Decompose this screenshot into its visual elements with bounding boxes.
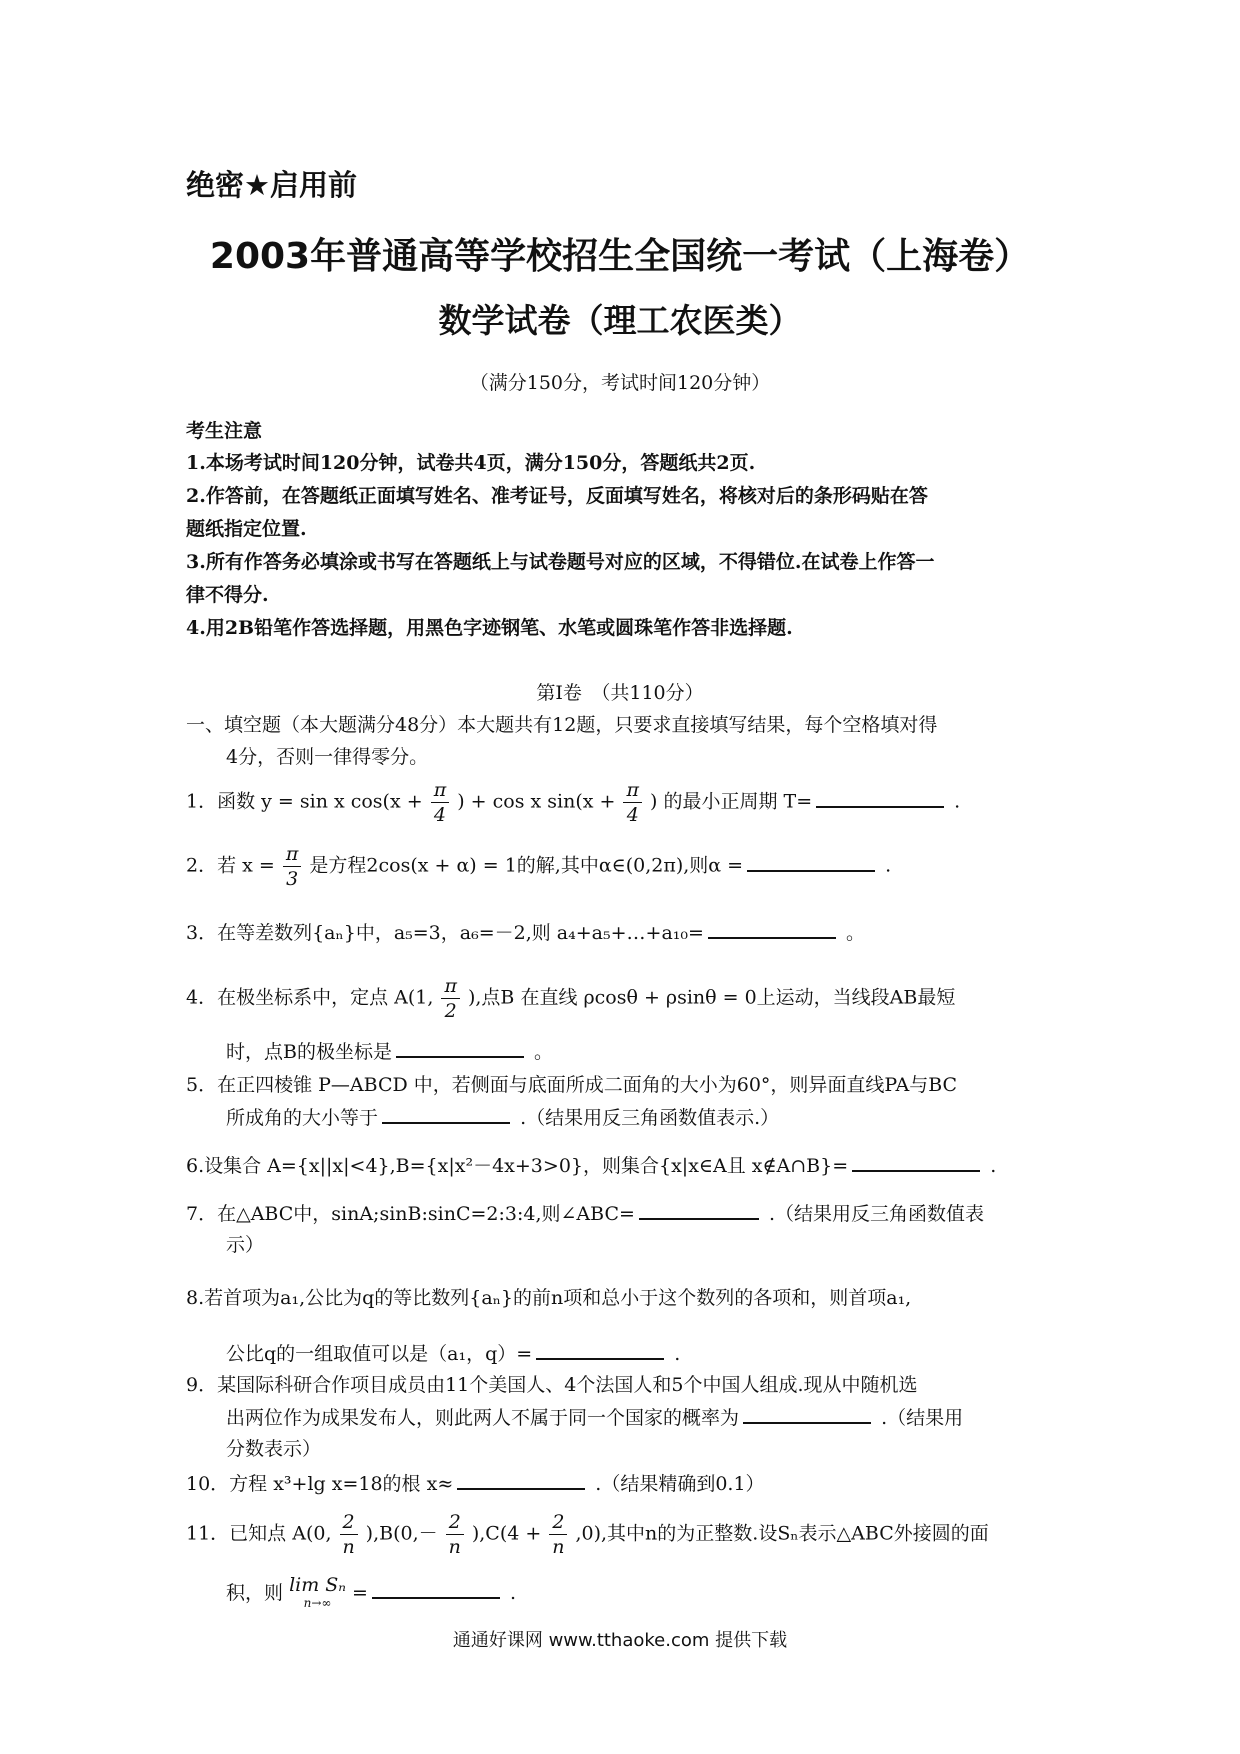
- q2-text: 2．若 x =: [186, 854, 275, 877]
- exam-title: 2003年普通高等学校招生全国统一考试（上海卷）: [209, 236, 1031, 277]
- question-3: [186, 917, 865, 945]
- fraction-2-over-n-b: [446, 1510, 464, 1559]
- question-5: 5．在正四棱锥 P—ABCD 中，若侧面与底面所成二面角的大小为60°，则异面直线PA与BC: [186, 1074, 958, 1096]
- q6-end: .: [990, 1155, 997, 1177]
- section-title: 第Ⅰ卷 （共110分）: [536, 682, 704, 704]
- limit-sub: n→∞: [303, 1596, 332, 1610]
- notice-item-2-cont: 题纸指定位置.: [186, 518, 307, 540]
- fraction-pi-over-4-b: [623, 778, 642, 827]
- exam-subtitle: 数学试卷（理工农医类）: [438, 301, 802, 340]
- answer-blank-8[interactable]: [536, 1338, 664, 1360]
- frac-den: n: [448, 1536, 461, 1558]
- fraction-pi-over-2: [441, 974, 460, 1023]
- answer-blank-9[interactable]: [743, 1402, 871, 1424]
- q1-text-suffix: ) 的最小正周期 T=: [650, 790, 813, 813]
- fraction-pi-over-3: [283, 842, 302, 891]
- q3-end: 。: [845, 922, 865, 944]
- question-4-cont: [226, 1036, 553, 1064]
- q4-text: 4．在极坐标系中，定点 A(1,: [186, 986, 434, 1009]
- q5-line2: 所成角的大小等于: [226, 1107, 379, 1129]
- frac-den: n: [342, 1536, 355, 1558]
- answer-blank-1[interactable]: [816, 786, 944, 808]
- part1-instructions-cont: 4分，否则一律得零分。: [226, 746, 429, 768]
- notice-item-3-cont: 律不得分.: [186, 584, 269, 606]
- notice-item-3: 3.所有作答务必填涂或书写在答题纸上与试卷题号对应的区域，不得错位.在试卷上作答一: [186, 551, 935, 573]
- question-5-cont: [226, 1102, 779, 1130]
- frac-num: 2: [340, 1510, 358, 1535]
- q11-text: 11．已知点 A(0,: [186, 1522, 332, 1545]
- question-9-cont: [226, 1402, 963, 1430]
- q6-text: 6.设集合 A={x||x|<4},B={x|x²－4x+3>0}，则集合{x|x∈A且 x∉A∩B}=: [186, 1155, 849, 1177]
- q3-text: 3．在等差数列{aₙ}中，a₅=3，a₆=－2,则 a₄+a₅+…+a₁₀=: [186, 922, 704, 944]
- q7-text: 7．在△ABC中，sinA;sinB:sinC=2:3:4,则∠ABC=: [186, 1203, 635, 1225]
- fraction-2-over-n-c: [549, 1510, 567, 1559]
- question-8-cont: [226, 1338, 680, 1366]
- exam-info: （满分150分，考试时间120分钟）: [469, 372, 771, 394]
- q2-text-suffix: 是方程2cos(x + α) = 1的解,其中α∈(0,2π),则α =: [309, 854, 744, 877]
- q11-b: ),B(0,－: [365, 1522, 438, 1545]
- question-1: [186, 778, 960, 827]
- notice-item-1: 1.本场考试时间120分钟，试卷共4页，满分150分，答题纸共2页.: [186, 452, 756, 474]
- question-4: [186, 974, 955, 1023]
- q7-end: .（结果用反三角函数值表: [768, 1203, 985, 1225]
- question-11: [186, 1510, 989, 1559]
- answer-blank-5[interactable]: [382, 1102, 510, 1124]
- answer-blank-3[interactable]: [708, 917, 836, 939]
- answer-blank-6[interactable]: [852, 1150, 980, 1172]
- q4-line2: 时，点B的极坐标是: [226, 1041, 392, 1063]
- fraction-pi-over-4: [431, 778, 450, 827]
- q1-text-mid: ) + cos x sin(x +: [457, 790, 616, 813]
- answer-blank-11[interactable]: [372, 1577, 500, 1599]
- q11-line2: 积，则: [226, 1582, 284, 1604]
- q10-text: 10．方程 x³+lg x=18的根 x≈: [186, 1473, 454, 1495]
- q11-c: ),C(4 +: [471, 1522, 542, 1545]
- frac-den: 2: [444, 1000, 457, 1022]
- q11-end: .: [510, 1582, 517, 1604]
- limit-main: lim Sₙ: [289, 1574, 346, 1596]
- q1-text: 1．函数 y = sin x cos(x +: [186, 790, 423, 813]
- answer-blank-4[interactable]: [396, 1036, 524, 1058]
- q10-end: .（结果精确到0.1）: [595, 1473, 765, 1495]
- question-7-cont: 示）: [226, 1234, 265, 1256]
- secret-label: 绝密★启用前: [186, 168, 357, 202]
- frac-den: 4: [626, 804, 639, 826]
- q5-end: .（结果用反三角函数值表示.）: [520, 1107, 780, 1129]
- question-6: [186, 1150, 996, 1178]
- notice-item-2: 2.作答前，在答题纸正面填写姓名、准考证号，反面填写姓名，将核对后的条形码贴在答: [186, 485, 928, 507]
- fraction-2-over-n-a: [340, 1510, 358, 1559]
- frac-den: 3: [286, 868, 299, 890]
- frac-den: n: [552, 1536, 565, 1558]
- limit-expression: [289, 1576, 346, 1612]
- q2-end: .: [885, 854, 892, 877]
- notice-item-4: 4.用2B铅笔作答选择题，用黑色字迹钢笔、水笔或圆珠笔作答非选择题.: [186, 617, 793, 639]
- question-10: [186, 1468, 765, 1496]
- frac-num: π: [441, 974, 460, 999]
- q8-line2: 公比q的一组取值可以是（a₁，q）=: [226, 1343, 533, 1365]
- q11-eq: =: [352, 1582, 368, 1604]
- frac-num: 2: [549, 1510, 567, 1535]
- part1-instructions: 一、填空题（本大题满分48分）本大题共有12题，只要求直接填写结果，每个空格填对得: [186, 714, 938, 736]
- notice-heading: 考生注意: [186, 420, 263, 442]
- answer-blank-7[interactable]: [639, 1198, 759, 1220]
- q8-end: .: [674, 1343, 681, 1365]
- question-9: 9．某国际科研合作项目成员由11个美国人、4个法国人和5个中国人组成.现从中随机选: [186, 1374, 918, 1396]
- question-2: [186, 842, 891, 891]
- frac-num: π: [623, 778, 642, 803]
- question-7: [186, 1198, 984, 1226]
- question-9-cont2: 分数表示）: [226, 1438, 322, 1460]
- q9-end: .（结果用: [881, 1407, 964, 1429]
- frac-num: π: [283, 842, 302, 867]
- q4-text-suffix: ),点B 在直线 ρcosθ + ρsinθ = 0上运动，当线段AB最短: [467, 986, 956, 1009]
- answer-blank-2[interactable]: [747, 850, 875, 872]
- frac-num: 2: [446, 1510, 464, 1535]
- q9-line2: 出两位作为成果发布人，则此两人不属于同一个国家的概率为: [226, 1407, 740, 1429]
- q1-end: .: [954, 790, 961, 813]
- question-11-cont: [226, 1576, 516, 1612]
- question-8: 8.若首项为a₁,公比为q的等比数列{aₙ}的前n项和总小于这个数列的各项和，则首项a₁,: [186, 1287, 912, 1309]
- q4-end: 。: [534, 1041, 554, 1063]
- frac-num: π: [431, 778, 450, 803]
- footer-source: 通通好课网 www.tthaoke.com 提供下载: [452, 1630, 788, 1651]
- q11-suffix: ,0),其中n的为正整数.设Sₙ表示△ABC外接圆的面: [575, 1522, 989, 1545]
- answer-blank-10[interactable]: [457, 1468, 585, 1490]
- frac-den: 4: [433, 804, 446, 826]
